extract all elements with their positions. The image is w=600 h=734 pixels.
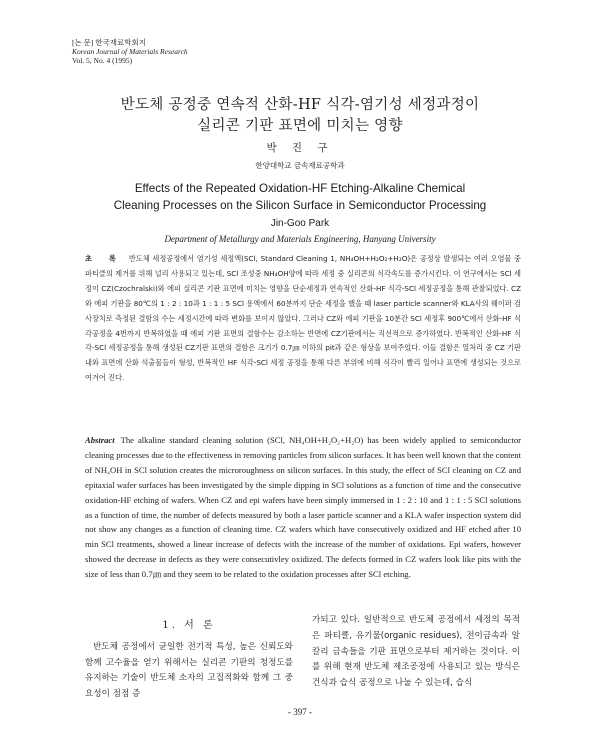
english-abstract-label: Abstract xyxy=(85,435,115,445)
korean-title-line2: 실리콘 기판 표면에 미치는 영향 xyxy=(197,118,403,134)
korean-abstract-text: 반도체 세정공정에서 염기성 세정액(SCl, Standard Cleaning 1, NH₄OH+H₂O₂+H₂O)은 공정상 발생되는 여러 오염물 중 파티클의 제거를 위해 널리 사용되고 있는데, SCl 조성중 NH₄OH양에 따라 세정 중 실리콘의 식각속도를 증가시킨다. 이 연구에서는 SCl 세정이 CZ(Czochralski)와 에피 실리콘 기판 표면에 미치는 영향을 단순세정과 연속적인 산화-HF 식각-SCl 세정공정을 통해 관찰되었다. CZ와 에피 기판을 80℃의 1 : 2 : 10과 1 : 1 : 5 SCl 용액에서 60분까지 단순 세정을 했을 때 laser particle scanner와 KLA사의 웨이퍼 검사장치로 측정된 결함의 수는 세정시간에 따라 변화를 보이지 않았다. 그러나 CZ와 에피 기판을 10분간 SCl 세정후 900℃에서 산화-HF 식각공정을 4번까지 반복하였을 때 에피 기판 표면의 결함수는 감소하는 반면에 CZ기판에서는 직선적으로 증가하였다. 반복적인 산화-HF 식각-SCl 세정공정을 통해 생성된 CZ기판 표면의 결함은 크기가 0.7㎛ 이하의 pit과 같은 형상을 보여주었다. 이들 결함은 열처리 중 CZ 기판내와 표면에 산화 석출물들이 형성, 반복적인 HF 식각-SCl 세정 공정을 통해 다른 부위에 비해 식각이 빨리 일어나 표면에 생성되는 것으로 여겨어 진다. xyxy=(85,254,521,383)
english-abstract xyxy=(85,433,521,582)
journal-volume: Vol. 5, No. 4 (1995) xyxy=(72,56,133,65)
introduction-paragraph-left: 반도체 공정에서 균일한 전기적 특성, 높은 신뢰도와 함께 고수율을 얻기 위해서는 실리콘 기판의 청정도를 유지하는 기술이 반도체 소자의 고집적화와 함께 그 중요성이 점점 증 xyxy=(85,641,293,700)
page-number: - 397 - xyxy=(288,707,312,717)
english-author: Jin-Goo Park xyxy=(270,218,330,229)
english-title-line2: Cleaning Processes on the Silicon Surface in Semiconductor Processing xyxy=(113,199,487,212)
english-title-line1: Effects of the Repeated Oxidation-HF Etching-Alkaline Chemical xyxy=(134,182,466,195)
section-title-introduction: 1. 서 론 xyxy=(162,620,216,631)
korean-abstract-label: 초 록 xyxy=(85,254,123,263)
korean-author: 박 진 구 xyxy=(266,142,334,154)
journal-category: [논 문] 한국재료학회지 xyxy=(72,38,146,47)
korean-title-line1: 반도체 공정중 연속적 산화-HF 식각-염기성 세정과정이 xyxy=(120,97,480,113)
introduction-paragraph-right: 가되고 있다. 일반적으로 반도체 공정에서 세정의 목적은 파티클, 유기물(organic residues), 전이금속과 알칼리 금속들을 기판 표면으로부터 제거하는 것이다. 이를 위해 현재 반도체 제조공정에 사용되고 있는 방식은 건식과 습식 공정으로 나눌 수 있는데, 습식 xyxy=(312,615,520,689)
journal-header xyxy=(72,38,188,65)
korean-abstract xyxy=(85,252,521,386)
english-title xyxy=(0,180,600,214)
korean-title xyxy=(0,95,600,137)
journal-name-english: Korean Journal of Materials Research xyxy=(72,47,188,56)
english-abstract-text: The alkaline standard cleaning solution (SCl, NH₄OH+H₂O₂+H₂O) has been widely applied to semiconductor cleaning processes due to the effectiveness in removing particles from silicon surfaces. It has been well known that the content of NH₄OH in SCl solution creates the microroughness on silicon surfaces. In this study, the effect of SCl cleaning on CZ and epitaxial wafer surfaces has been investigated by the simple dipping in SCl solutions as a function of time and the consecutive oxidation-HF etching of wafers. When CZ and epi wafers have been simply immersed in 1 : 2 : 10 and 1 : 1 : 5 SCl solutions as a function of time, the number of defects measured by both a laser particle scanner and a KLA wafer inspection system did not show any changes as a function of cleaning time. CZ wafers which have consecutively oxidized and HF etched after 10 min SCl treatments, showed a linear increase of defects with the increase of the number of oxidations. Epi wafers, however showed the decrease in defects as they were consecutivley oxidized. The defects formed in CZ wafers look like pits with the size of less than 0.7㎛ and they seem to be related to the oxidation processes after SCl etching. xyxy=(85,435,521,580)
body-right-column xyxy=(312,613,520,692)
english-affiliation: Department of Metallurgy and Materials Engineering, Hanyang University xyxy=(164,234,436,244)
korean-affiliation: 한양대학교 금속재료공학과 xyxy=(255,161,345,170)
body-left-column xyxy=(85,618,293,703)
